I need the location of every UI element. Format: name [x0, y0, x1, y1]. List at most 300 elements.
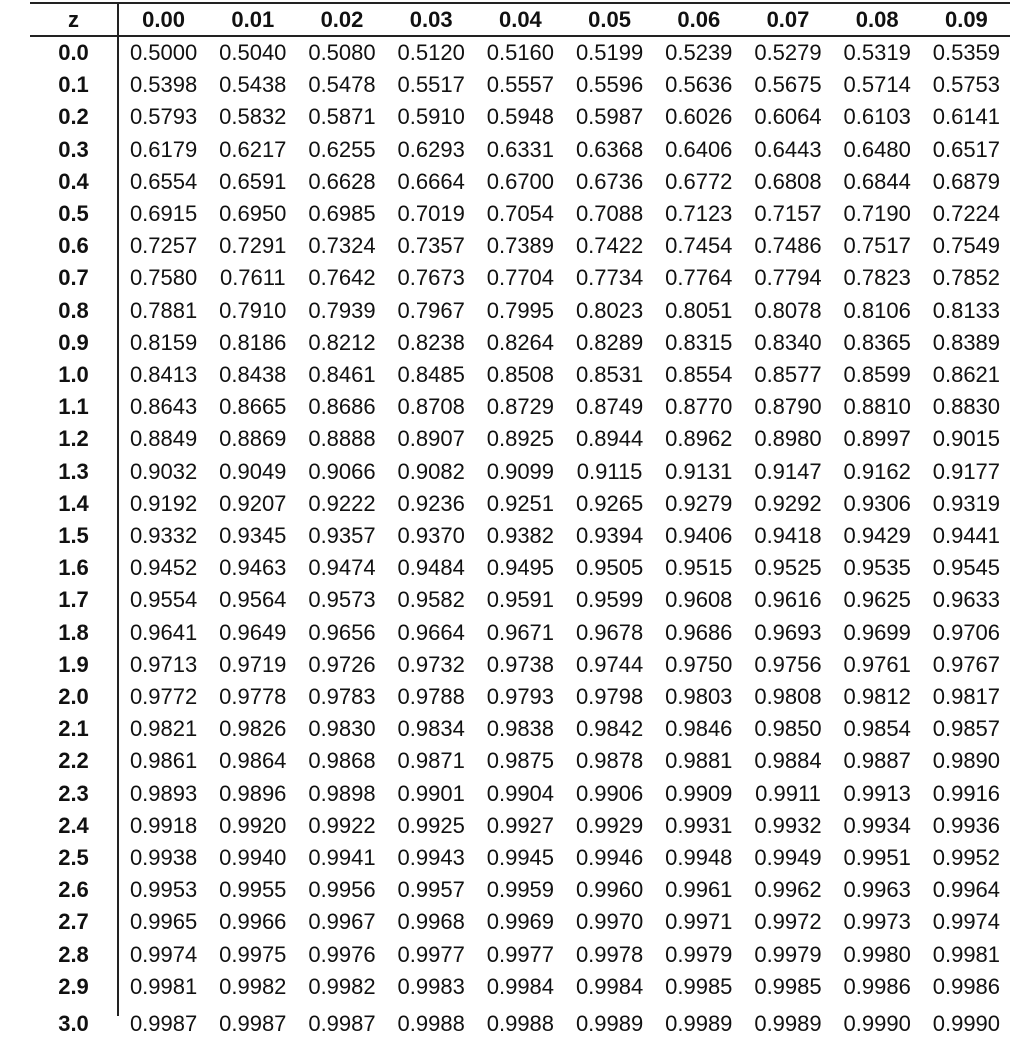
table-row — [0, 134, 1027, 166]
z-value-cell: 1.2 — [58, 426, 89, 452]
probability-cell: 0.8962 — [665, 426, 733, 452]
probability-cell: 0.9987 — [219, 1011, 287, 1036]
probability-cell: 0.7257 — [129, 233, 198, 259]
probability-cell: 0.6368 — [575, 136, 644, 162]
z-value-cell: 0.1 — [58, 72, 89, 98]
table-row — [0, 681, 1027, 713]
probability-cell: 0.9345 — [219, 523, 287, 548]
probability-cell: 0.9961 — [665, 877, 733, 903]
probability-cell: 0.7734 — [575, 265, 644, 291]
probability-cell: 0.9989 — [575, 1011, 644, 1036]
probability-cell: 0.9974 — [932, 909, 1001, 935]
table-row — [0, 488, 1027, 520]
probability-cell: 0.9394 — [575, 523, 644, 548]
probability-cell: 0.9812 — [843, 684, 911, 709]
probability-cell: 0.8749 — [575, 394, 644, 420]
probability-cell: 0.9279 — [665, 490, 733, 516]
probability-cell: 0.9693 — [754, 619, 822, 645]
probability-cell: 0.9922 — [308, 812, 376, 838]
z-value-cell: 1.5 — [58, 523, 89, 548]
probability-cell: 0.5910 — [397, 104, 465, 130]
column-header: 0.01 — [231, 7, 275, 32]
table-row — [0, 939, 1027, 971]
probability-cell: 0.6844 — [843, 168, 911, 194]
column-header: 0.09 — [944, 7, 988, 32]
probability-cell: 0.8621 — [932, 362, 1001, 387]
probability-cell: 0.8340 — [754, 329, 822, 355]
table-row — [0, 520, 1027, 552]
table-row — [0, 37, 1027, 69]
probability-cell: 0.7673 — [397, 265, 465, 291]
probability-cell: 0.9956 — [308, 877, 376, 903]
probability-cell: 0.9975 — [219, 941, 287, 967]
probability-cell: 0.9984 — [575, 973, 644, 999]
probability-cell: 0.5319 — [843, 40, 911, 65]
probability-cell: 0.5279 — [754, 40, 822, 65]
probability-cell: 0.9987 — [129, 1011, 198, 1036]
probability-cell: 0.6950 — [219, 201, 287, 226]
probability-cell: 0.6879 — [932, 168, 1001, 194]
table-row — [0, 391, 1027, 423]
probability-cell: 0.9834 — [397, 716, 465, 742]
probability-cell: 0.9147 — [754, 458, 822, 484]
probability-cell: 0.9951 — [843, 845, 911, 870]
column-header: 0.05 — [588, 7, 631, 32]
probability-cell: 0.9971 — [665, 909, 733, 935]
probability-cell: 0.9484 — [397, 555, 465, 581]
probability-cell: 0.8413 — [129, 362, 198, 387]
probability-cell: 0.9983 — [397, 973, 465, 999]
probability-cell: 0.8830 — [932, 394, 1001, 420]
column-header: 0.06 — [677, 7, 721, 32]
table-row — [0, 971, 1027, 1003]
probability-cell: 0.9713 — [129, 651, 198, 677]
probability-cell: 0.6406 — [665, 136, 733, 162]
probability-cell: 0.9875 — [486, 748, 555, 774]
probability-cell: 0.9979 — [754, 941, 822, 967]
probability-cell: 0.5120 — [397, 40, 465, 65]
z-value-cell: 1.7 — [58, 587, 89, 613]
probability-cell: 0.9850 — [754, 716, 822, 742]
table-row — [0, 584, 1027, 616]
probability-cell: 0.6628 — [308, 168, 376, 194]
table-row — [0, 617, 1027, 649]
probability-cell: 0.9857 — [932, 716, 1001, 742]
probability-cell: 0.6255 — [308, 136, 376, 162]
z-value-cell: 0.6 — [58, 233, 89, 259]
probability-cell: 0.5557 — [486, 72, 555, 98]
probability-cell: 0.6141 — [932, 104, 1001, 130]
probability-cell: 0.8461 — [308, 362, 376, 387]
probability-cell: 0.9441 — [932, 523, 1001, 548]
probability-cell: 0.9706 — [932, 619, 1001, 645]
table-row — [0, 906, 1027, 938]
probability-cell: 0.9830 — [308, 716, 376, 742]
probability-cell: 0.9554 — [129, 587, 198, 613]
z-value-cell: 0.8 — [58, 297, 89, 323]
probability-cell: 0.6179 — [129, 136, 198, 162]
probability-cell: 0.9793 — [486, 684, 555, 709]
probability-cell: 0.6217 — [219, 136, 287, 162]
table-row — [0, 456, 1027, 488]
probability-cell: 0.9808 — [754, 684, 822, 709]
probability-cell: 0.5596 — [575, 72, 644, 98]
probability-cell: 0.9099 — [486, 458, 555, 484]
column-header: 0.02 — [320, 7, 364, 32]
probability-cell: 0.5000 — [129, 40, 198, 65]
probability-cell: 0.5675 — [754, 72, 822, 98]
table-row — [0, 423, 1027, 455]
probability-cell: 0.9936 — [932, 812, 1001, 838]
probability-cell: 0.9881 — [665, 748, 733, 774]
probability-cell: 0.9896 — [219, 780, 287, 806]
probability-cell: 0.7389 — [486, 233, 555, 259]
column-header: 0.00 — [142, 7, 185, 32]
probability-cell: 0.9463 — [219, 555, 287, 581]
probability-cell: 0.5517 — [397, 72, 465, 98]
probability-cell: 0.9049 — [219, 458, 287, 484]
z-value-cell: 1.8 — [58, 619, 89, 645]
probability-cell: 0.6700 — [486, 168, 555, 194]
probability-cell: 0.9251 — [486, 490, 555, 516]
probability-cell: 0.9913 — [843, 780, 911, 806]
probability-cell: 0.7291 — [219, 233, 287, 259]
probability-cell: 0.6664 — [397, 168, 465, 194]
z-value-cell: 1.3 — [58, 458, 89, 484]
z-value-cell: 1.1 — [58, 394, 89, 420]
probability-cell: 0.9535 — [843, 555, 911, 581]
probability-cell: 0.9756 — [754, 651, 822, 677]
probability-cell: 0.9861 — [129, 748, 198, 774]
probability-cell: 0.9633 — [932, 587, 1001, 613]
probability-cell: 0.5636 — [665, 72, 733, 98]
probability-cell: 0.9972 — [754, 909, 822, 935]
probability-cell: 0.6443 — [754, 136, 822, 162]
probability-cell: 0.8186 — [219, 329, 287, 355]
probability-cell: 0.9783 — [308, 684, 376, 709]
probability-cell: 0.9980 — [843, 941, 911, 967]
probability-cell: 0.7642 — [308, 265, 376, 291]
probability-cell: 0.6772 — [665, 168, 733, 194]
probability-cell: 0.8554 — [665, 362, 733, 387]
probability-cell: 0.8790 — [754, 394, 822, 420]
probability-cell: 0.7704 — [486, 265, 555, 291]
probability-cell: 0.8980 — [754, 426, 822, 452]
probability-cell: 0.9974 — [129, 941, 198, 967]
table-header-row — [0, 4, 1027, 35]
partial-row-cut-off — [0, 1008, 1027, 1036]
probability-cell: 0.7019 — [397, 201, 465, 226]
probability-cell: 0.6808 — [754, 168, 822, 194]
probability-cell: 0.9719 — [219, 651, 287, 677]
probability-cell: 0.9838 — [486, 716, 555, 742]
probability-cell: 0.9962 — [754, 877, 822, 903]
probability-cell: 0.9868 — [308, 748, 376, 774]
probability-cell: 0.8925 — [486, 426, 555, 452]
probability-cell: 0.9969 — [486, 909, 555, 935]
probability-cell: 0.9505 — [575, 555, 644, 581]
probability-cell: 0.9884 — [754, 748, 822, 774]
probability-cell: 0.9732 — [397, 651, 465, 677]
probability-cell: 0.8133 — [932, 297, 1001, 323]
probability-cell: 0.9988 — [397, 1011, 465, 1036]
probability-cell: 0.7486 — [754, 233, 822, 259]
probability-cell: 0.5239 — [665, 40, 733, 65]
z-column-header: z — [68, 7, 79, 32]
probability-cell: 0.8997 — [843, 426, 911, 452]
probability-cell: 0.9989 — [665, 1011, 733, 1036]
probability-cell: 0.8577 — [754, 362, 822, 387]
probability-cell: 0.8643 — [129, 394, 198, 420]
probability-cell: 0.5160 — [486, 40, 555, 65]
probability-cell: 0.7357 — [397, 233, 465, 259]
probability-cell: 0.9978 — [575, 941, 644, 967]
probability-cell: 0.9941 — [308, 845, 376, 870]
probability-cell: 0.9846 — [665, 716, 733, 742]
probability-cell: 0.7190 — [843, 201, 911, 226]
z-value-cell: 1.4 — [58, 490, 89, 516]
table-row — [0, 649, 1027, 681]
table-row — [0, 262, 1027, 294]
probability-cell: 0.9265 — [575, 490, 644, 516]
probability-cell: 0.9641 — [129, 619, 198, 645]
z-value-cell: 2.5 — [58, 845, 89, 870]
probability-cell: 0.9965 — [129, 909, 198, 935]
probability-cell: 0.9871 — [397, 748, 465, 774]
probability-cell: 0.9761 — [843, 651, 911, 677]
table-row — [0, 874, 1027, 906]
probability-cell: 0.9788 — [397, 684, 465, 709]
probability-cell: 0.9649 — [219, 619, 287, 645]
z-value-cell: 1.6 — [58, 555, 89, 581]
probability-cell: 0.9032 — [129, 458, 198, 484]
probability-cell: 0.8315 — [665, 329, 733, 355]
probability-cell: 0.6103 — [843, 104, 911, 130]
probability-cell: 0.5199 — [575, 40, 644, 65]
probability-cell: 0.9370 — [397, 523, 465, 548]
probability-cell: 0.9418 — [754, 523, 822, 548]
probability-cell: 0.9066 — [308, 458, 376, 484]
probability-cell: 0.8159 — [129, 329, 198, 355]
probability-cell: 0.7549 — [932, 233, 1001, 259]
table-row — [0, 295, 1027, 327]
probability-cell: 0.8508 — [486, 362, 555, 387]
probability-cell: 0.9564 — [219, 587, 287, 613]
probability-cell: 0.9573 — [308, 587, 376, 613]
probability-cell: 0.9656 — [308, 619, 376, 645]
probability-cell: 0.8078 — [754, 297, 822, 323]
probability-cell: 0.9977 — [397, 941, 465, 967]
probability-cell: 0.5714 — [843, 72, 911, 98]
probability-cell: 0.7422 — [575, 233, 644, 259]
probability-cell: 0.7580 — [129, 265, 198, 291]
probability-cell: 0.8023 — [575, 297, 644, 323]
probability-cell: 0.9977 — [486, 941, 555, 967]
probability-cell: 0.6554 — [129, 168, 198, 194]
probability-cell: 0.9981 — [129, 973, 198, 999]
probability-cell: 0.9664 — [397, 619, 465, 645]
probability-cell: 0.9989 — [754, 1011, 822, 1036]
probability-cell: 0.7881 — [129, 297, 198, 323]
probability-cell: 0.9082 — [397, 458, 465, 484]
probability-cell: 0.8665 — [219, 394, 287, 420]
probability-cell: 0.5753 — [932, 72, 1001, 98]
probability-cell: 0.9429 — [843, 523, 911, 548]
probability-cell: 0.9115 — [576, 458, 643, 484]
probability-cell: 0.6591 — [219, 168, 287, 194]
probability-cell: 0.9963 — [843, 877, 911, 903]
probability-cell: 0.9945 — [486, 845, 555, 870]
z-value-cell: 2.8 — [58, 941, 89, 967]
probability-cell: 0.6517 — [932, 136, 1001, 162]
z-value-cell: 2.0 — [58, 684, 89, 709]
probability-cell: 0.5080 — [308, 40, 376, 65]
probability-cell: 0.8729 — [486, 394, 555, 420]
z-value-cell: 0.5 — [58, 201, 89, 226]
probability-cell: 0.9984 — [486, 973, 555, 999]
probability-cell: 0.9931 — [665, 812, 733, 838]
probability-cell: 0.9495 — [486, 555, 555, 581]
probability-cell: 0.8365 — [843, 329, 911, 355]
probability-cell: 0.9699 — [843, 619, 911, 645]
probability-cell: 0.7794 — [754, 265, 822, 291]
probability-cell: 0.9932 — [754, 812, 822, 838]
z-value-cell: 2.6 — [58, 877, 89, 903]
probability-cell: 0.9854 — [843, 716, 911, 742]
table-row — [0, 810, 1027, 842]
probability-cell: 0.9982 — [308, 973, 376, 999]
probability-cell: 0.9927 — [486, 812, 555, 838]
probability-cell: 0.6331 — [486, 136, 555, 162]
probability-cell: 0.9474 — [308, 555, 376, 581]
probability-cell: 0.5359 — [932, 40, 1001, 65]
z-value-cell: 0.4 — [58, 168, 89, 194]
probability-cell: 0.8051 — [665, 297, 733, 323]
table-row — [0, 101, 1027, 133]
probability-cell: 0.6985 — [308, 201, 376, 226]
probability-cell: 0.9964 — [932, 877, 1001, 903]
probability-cell: 0.7852 — [932, 265, 1001, 291]
probability-cell: 0.8264 — [486, 329, 555, 355]
probability-cell: 0.7611 — [219, 265, 286, 291]
probability-cell: 0.8599 — [843, 362, 911, 387]
probability-cell: 0.7967 — [397, 297, 465, 323]
probability-cell: 0.9744 — [575, 651, 644, 677]
table-row — [0, 778, 1027, 810]
probability-cell: 0.7764 — [665, 265, 733, 291]
probability-cell: 0.5871 — [308, 104, 376, 130]
probability-cell: 0.9979 — [665, 941, 733, 967]
probability-cell: 0.5948 — [486, 104, 555, 130]
probability-cell: 0.9898 — [308, 780, 376, 806]
probability-cell: 0.9767 — [932, 651, 1001, 677]
probability-cell: 0.9162 — [843, 458, 911, 484]
probability-cell: 0.9970 — [575, 909, 644, 935]
probability-cell: 0.9911 — [755, 780, 821, 806]
probability-cell: 0.9878 — [575, 748, 644, 774]
probability-cell: 0.9920 — [219, 812, 287, 838]
probability-cell: 0.9929 — [575, 812, 644, 838]
probability-cell: 0.7157 — [754, 201, 822, 226]
column-header: 0.03 — [409, 7, 453, 32]
probability-cell: 0.9952 — [932, 845, 1001, 870]
table-row — [0, 230, 1027, 262]
probability-cell: 0.9686 — [665, 619, 733, 645]
probability-cell: 0.8869 — [219, 426, 287, 452]
probability-cell: 0.9887 — [843, 748, 911, 774]
probability-cell: 0.8212 — [308, 329, 376, 355]
probability-cell: 0.9842 — [575, 716, 644, 742]
probability-cell: 0.9015 — [932, 426, 1001, 452]
probability-cell: 0.9452 — [129, 555, 198, 581]
z-value-cell: 1.0 — [58, 362, 89, 387]
probability-cell: 0.7454 — [665, 233, 733, 259]
probability-cell: 0.9986 — [843, 973, 911, 999]
probability-cell: 0.9608 — [665, 587, 733, 613]
probability-cell: 0.9382 — [486, 523, 555, 548]
probability-cell: 0.9906 — [575, 780, 644, 806]
probability-cell: 0.8810 — [843, 394, 911, 420]
probability-cell: 0.9778 — [219, 684, 287, 709]
probability-cell: 0.9890 — [932, 748, 1001, 774]
table-row — [0, 327, 1027, 359]
probability-cell: 0.9909 — [665, 780, 733, 806]
probability-cell: 0.9982 — [219, 973, 287, 999]
probability-cell: 0.9985 — [754, 973, 822, 999]
probability-cell: 0.7939 — [308, 297, 376, 323]
probability-cell: 0.9987 — [308, 1011, 376, 1036]
probability-cell: 0.9582 — [397, 587, 465, 613]
probability-cell: 0.9671 — [486, 619, 555, 645]
z-value-cell: 0.0 — [58, 40, 89, 65]
probability-cell: 0.5478 — [308, 72, 376, 98]
probability-cell: 0.5398 — [129, 72, 198, 98]
probability-cell: 0.8289 — [575, 329, 644, 355]
z-value-cell: 2.1 — [58, 716, 89, 742]
probability-cell: 0.9986 — [932, 973, 1001, 999]
probability-cell: 0.9515 — [665, 555, 733, 581]
z-value-cell: 0.2 — [58, 104, 89, 130]
probability-cell: 0.9803 — [665, 684, 733, 709]
probability-cell: 0.9934 — [843, 812, 911, 838]
probability-cell: 0.7088 — [575, 201, 644, 226]
probability-cell: 0.5040 — [219, 40, 287, 65]
probability-cell: 0.9946 — [575, 845, 644, 870]
probability-cell: 0.9798 — [575, 684, 644, 709]
probability-cell: 0.7324 — [308, 233, 376, 259]
probability-cell: 0.6064 — [754, 104, 822, 130]
probability-cell: 0.9985 — [665, 973, 733, 999]
table-row — [0, 166, 1027, 198]
probability-cell: 0.9959 — [486, 877, 555, 903]
probability-cell: 0.5438 — [219, 72, 287, 98]
probability-cell: 0.9938 — [129, 845, 198, 870]
probability-cell: 0.9981 — [932, 941, 1001, 967]
probability-cell: 0.8888 — [308, 426, 376, 452]
probability-cell: 0.9591 — [486, 587, 555, 613]
probability-cell: 0.9772 — [129, 684, 198, 709]
probability-cell: 0.5832 — [219, 104, 287, 130]
probability-cell: 0.9319 — [932, 490, 1001, 516]
probability-cell: 0.5793 — [129, 104, 198, 130]
probability-cell: 0.9966 — [219, 909, 287, 935]
probability-cell: 0.9988 — [486, 1011, 555, 1036]
z-value-cell: 0.3 — [58, 136, 89, 162]
probability-cell: 0.8106 — [843, 297, 911, 323]
probability-cell: 0.7823 — [843, 265, 911, 291]
table-row — [0, 69, 1027, 101]
probability-cell: 0.6736 — [575, 168, 644, 194]
